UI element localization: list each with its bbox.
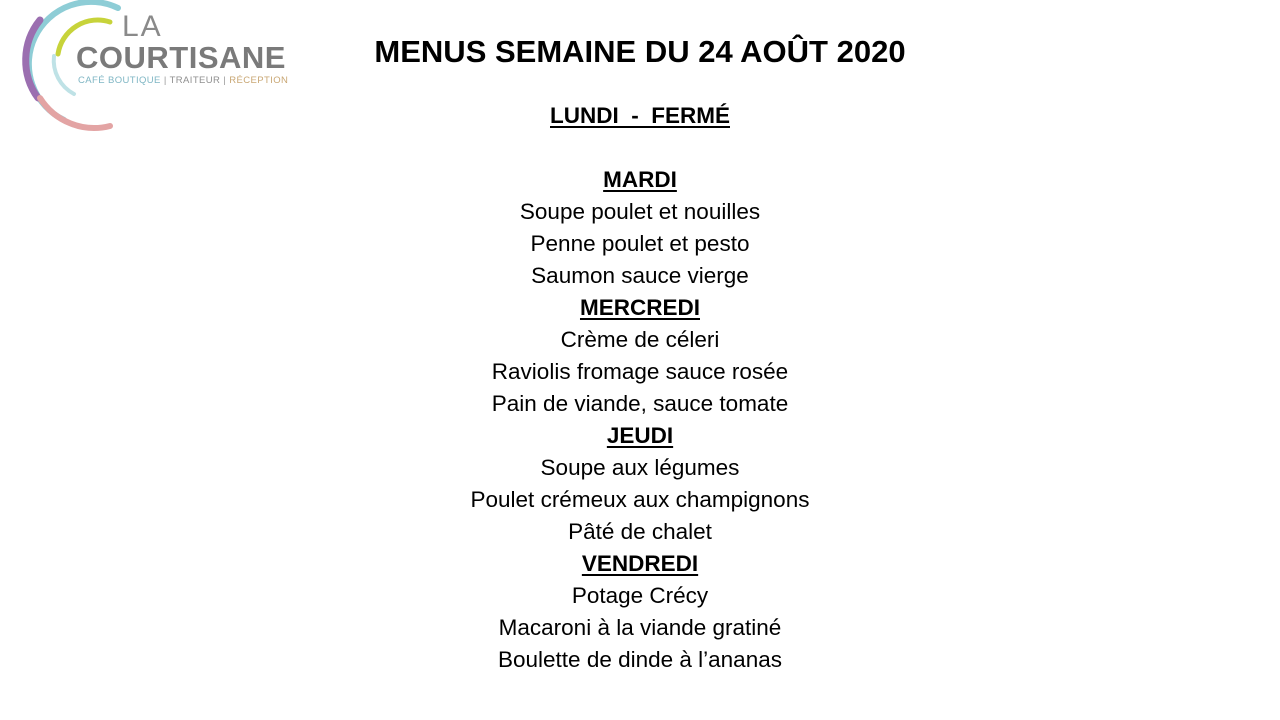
closed-day-heading: LUNDI - FERMÉ	[550, 103, 730, 128]
dish-item: Macaroni à la viande gratiné	[498, 615, 782, 640]
logo-text-la: LA	[122, 10, 163, 43]
dish-item: Raviolis fromage sauce rosée	[491, 359, 789, 384]
dish-item: Crème de céleri	[560, 327, 720, 352]
dish-item: Potage Crécy	[571, 583, 709, 608]
day-heading-mardi: MARDI	[603, 167, 677, 192]
day-heading-jeudi: JEUDI	[606, 423, 674, 448]
logo-tag-cafe: CAFÉ BOUTIQUE	[78, 75, 161, 86]
dish-item: Poulet crémeux aux champignons	[470, 487, 810, 512]
dish-item: Boulette de dinde à l’ananas	[498, 647, 782, 672]
logo-tagline	[78, 75, 288, 86]
spacer	[340, 132, 940, 164]
dish-item: Pâté de chalet	[568, 519, 712, 544]
logo-tag-reception: RÉCEPTION	[229, 75, 289, 86]
weekly-menu	[340, 100, 940, 676]
dish-item: Penne poulet et pesto	[530, 231, 750, 256]
dish-item: Soupe poulet et nouilles	[519, 199, 761, 224]
day-heading-vendredi: VENDREDI	[581, 551, 699, 576]
logo-tag-separator: |	[223, 75, 227, 86]
dish-item: Pain de viande, sauce tomate	[491, 391, 789, 416]
dish-item: Saumon sauce vierge	[531, 263, 749, 288]
company-logo	[18, 0, 308, 135]
logo-tag-separator: |	[163, 75, 167, 86]
day-heading-mercredi: MERCREDI	[579, 295, 700, 320]
logo-text-courtisane: COURTISANE	[76, 40, 286, 75]
page-title: MENUS SEMAINE DU 24 AOÛT 2020	[374, 34, 906, 69]
logo-tag-traiteur: TRAITEUR	[169, 75, 221, 86]
dish-item: Soupe aux légumes	[540, 455, 740, 480]
